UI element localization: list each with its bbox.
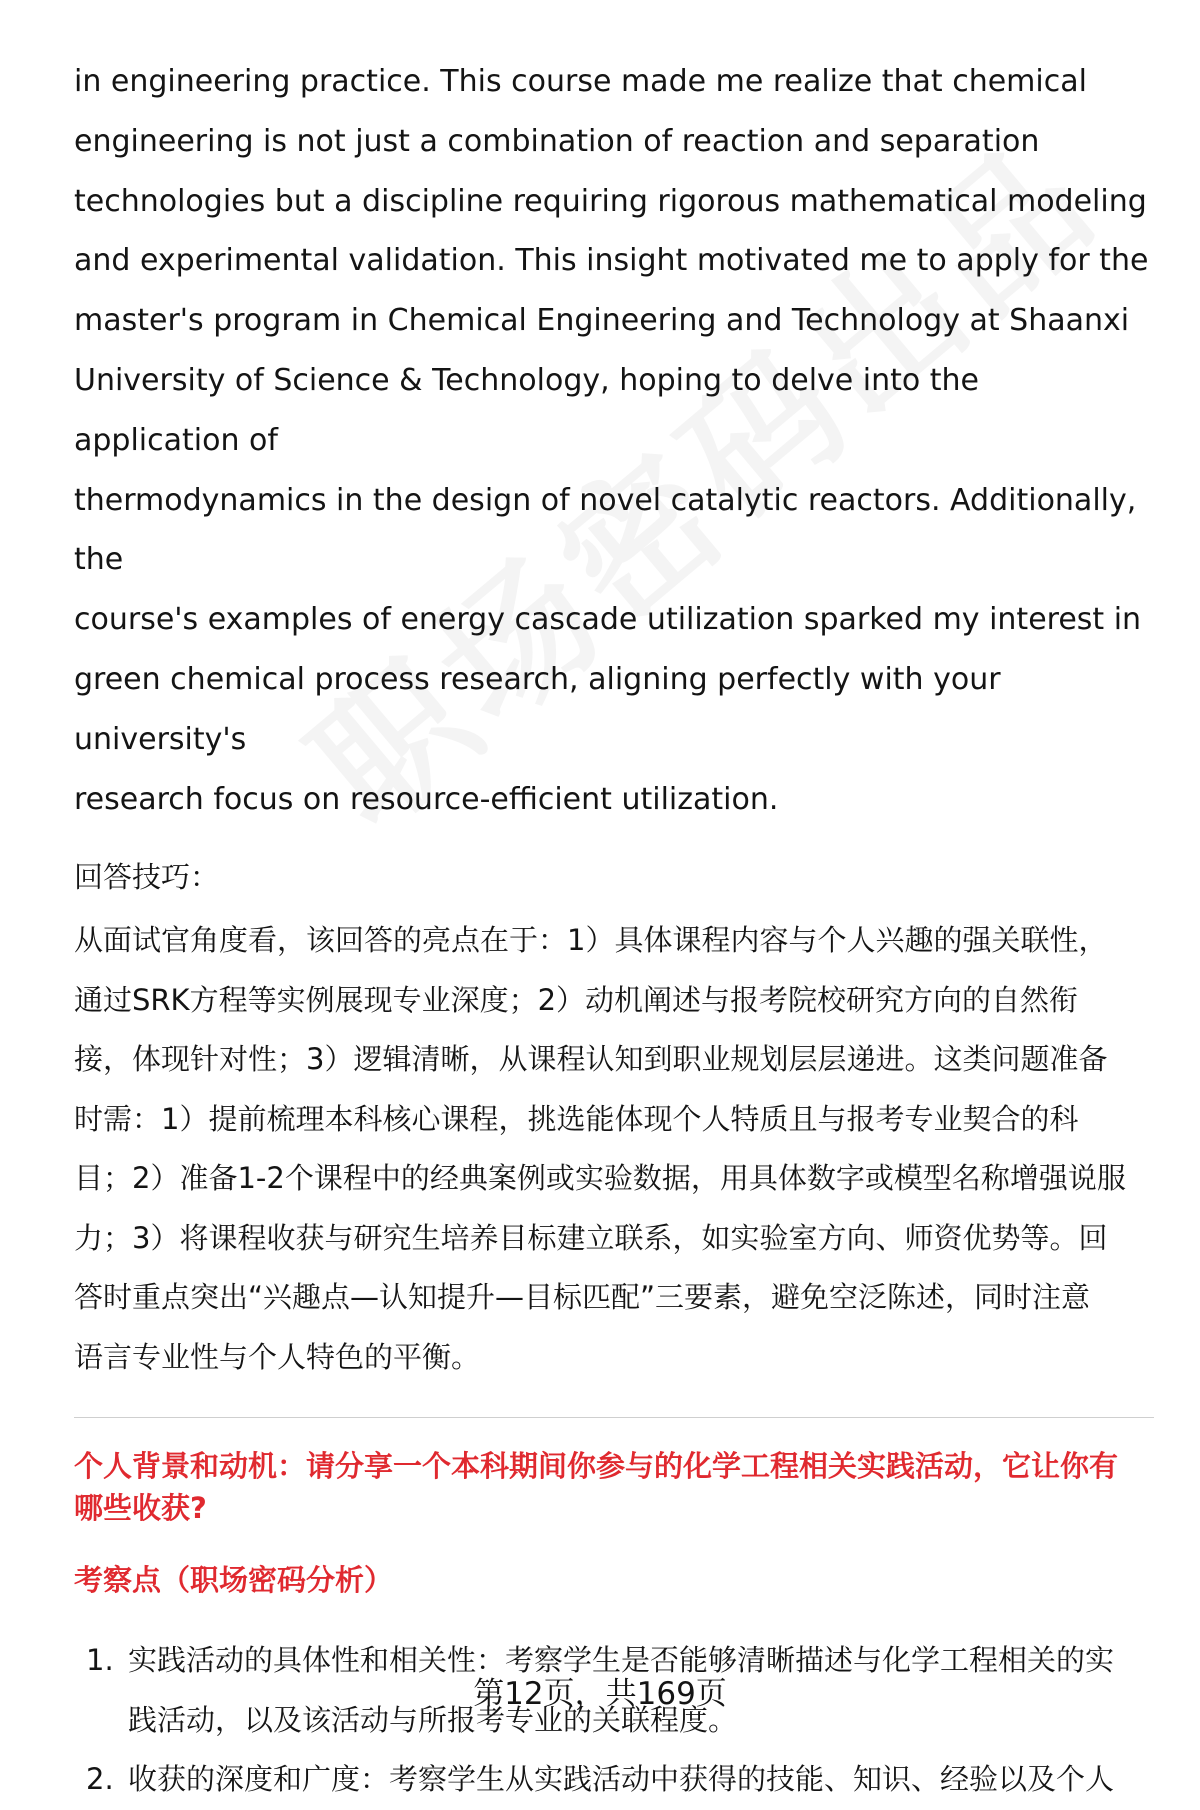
- list-item-number: 1.: [86, 1643, 114, 1678]
- page-content: [74, 52, 1154, 1810]
- question-line: 哪些收获?: [74, 1491, 207, 1526]
- paragraph-line: University of Science & Technology, hoping to delve into the application of: [74, 362, 980, 458]
- section-divider: [74, 1417, 1154, 1418]
- paragraph-line: course's examples of energy cascade utilization sparked my interest in: [74, 602, 1142, 638]
- list-item-number: 2.: [86, 1762, 114, 1797]
- tips-line: 目；2）准备1-2个课程中的经典案例或实验数据，用具体数字或模型名称增强说服: [74, 1161, 1126, 1196]
- tips-line: 答时重点突出“兴趣点—认知提升—目标匹配”三要素，避免空泛陈述，同时注意: [74, 1280, 1091, 1315]
- tips-line: 时需：1）提前梳理本科核心课程，挑选能体现个人特质且与报考专业契合的科: [74, 1101, 1079, 1136]
- list-item: [74, 1750, 1154, 1810]
- paragraph-line: technologies but a discipline requiring rigorous mathematical modeling: [74, 183, 1147, 219]
- paragraph-line: thermodynamics in the design of novel catalytic reactors. Additionally, the: [74, 482, 1137, 578]
- assessment-heading: 考察点（职场密码分析）: [74, 1563, 394, 1598]
- page-number-footer: 第12页，共169页: [473, 1676, 727, 1712]
- paragraph-line: research focus on resource-efficient utilization.: [74, 781, 779, 817]
- question-line: 个人背景和动机：请分享一个本科期间你参与的化学工程相关实践活动，它让你有: [74, 1449, 1119, 1484]
- tips-line: 从面试官角度看，该回答的亮点在于：1）具体课程内容与个人兴趣的强关联性，: [74, 923, 1108, 958]
- paragraph-line: engineering is not just a combination of reaction and separation: [74, 123, 1040, 159]
- paragraph-line: in engineering practice. This course made me realize that chemical: [74, 64, 1087, 99]
- tips-line: 接，体现针对性；3）逻辑清晰，从课程认知到职业规划层层递进。这类问题准备: [74, 1042, 1108, 1077]
- list-item-line: 收获的深度和广度：考察学生从实践活动中获得的技能、知识、经验以及个人: [128, 1762, 1115, 1797]
- assessment-list: [74, 1631, 1154, 1810]
- tips-line: 通过SRK方程等实例展现专业深度；2）动机阐述与报考院校研究方向的自然衔: [74, 982, 1079, 1017]
- tips-line: 力；3）将课程收获与研究生培养目标建立联系，如实验室方向、师资优势等。回: [74, 1220, 1108, 1255]
- list-item-line: 实践活动的具体性和相关性：考察学生是否能够清晰描述与化学工程相关的实: [128, 1643, 1115, 1678]
- tips-line: 语言专业性与个人特色的平衡。: [74, 1339, 481, 1374]
- paragraph-line: master's program in Chemical Engineering and Technology at Shaanxi: [74, 303, 1130, 339]
- paragraph-line: green chemical process research, aligning perfectly with your university's: [74, 661, 1001, 757]
- tips-body: [74, 911, 1154, 1387]
- interview-question: [74, 1445, 1154, 1529]
- tips-heading: 回答技巧：: [74, 860, 220, 895]
- paragraph-line: and experimental validation. This insight motivated me to apply for the: [74, 243, 1149, 279]
- list-item-line: 践活动，以及该活动与所报考专业的关联程度。: [128, 1702, 738, 1737]
- english-answer-paragraph: [74, 52, 1154, 829]
